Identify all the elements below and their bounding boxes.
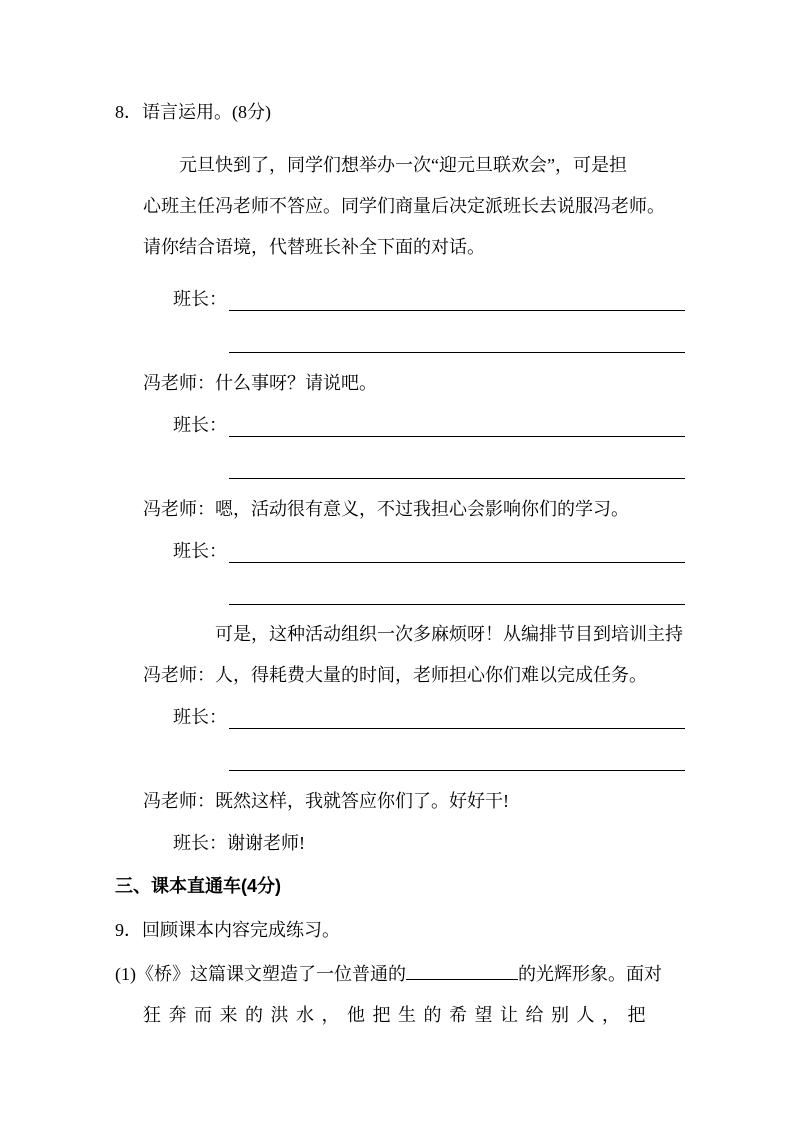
dialog-teacher-row <box>143 362 685 404</box>
teacher-speech: 可是，这种活动组织一次多麻烦呀！从编排节目到培训主持人，得耗费大量的时间，老师担心你们难以完成任务。 <box>215 624 683 685</box>
intro-line: 元旦快到了，同学们想举办一次“迎元旦联欢会”，可是担 <box>179 155 627 175</box>
answer-blank[interactable] <box>229 310 685 311</box>
dialog-monitor-row <box>173 530 685 572</box>
teacher-speech: 既然这样，我就答应你们了。好好干! <box>215 791 509 811</box>
dialog-monitor-row <box>173 696 685 738</box>
question8-heading: 8．语言运用。(8分) <box>115 102 271 122</box>
dialog-section <box>115 278 685 864</box>
dialog-monitor-row <box>173 822 685 864</box>
dialog-blank-continuation <box>227 572 685 614</box>
item1-first-line <box>115 954 685 995</box>
answer-blank[interactable] <box>229 604 685 605</box>
teacher-speech: 嗯，活动很有意义，不过我担心会影响你们的学习。 <box>215 499 629 519</box>
speaker-label: 冯老师： <box>143 665 215 685</box>
answer-blank[interactable] <box>229 562 685 563</box>
speaker-label: 班长： <box>173 707 227 727</box>
question8-intro <box>143 145 685 268</box>
answer-blank[interactable] <box>229 770 685 771</box>
section3-heading: 三、课本直通车(4分) <box>115 876 281 896</box>
teacher-speech: 什么事呀？请说吧。 <box>215 373 377 393</box>
fill-in-blank[interactable] <box>406 963 518 980</box>
question9-item1 <box>115 954 685 1036</box>
item1-prefix: (1)《桥》这篇课文塑造了一位普通的 <box>115 964 406 984</box>
speaker-label: 班长： <box>173 415 227 435</box>
answer-blank[interactable] <box>229 352 685 353</box>
dialog-teacher-row <box>143 614 685 696</box>
answer-blank[interactable] <box>229 728 685 729</box>
speaker-label: 冯老师： <box>143 499 215 519</box>
dialog-blank-continuation <box>227 320 685 362</box>
item1-second-line: 狂奔而来的洪水，他把生的希望让给别人，把 <box>143 1005 653 1025</box>
answer-blank[interactable] <box>229 436 685 437</box>
dialog-monitor-row <box>173 404 685 446</box>
speaker-label: 班长： <box>173 541 227 561</box>
answer-blank[interactable] <box>229 478 685 479</box>
dialog-teacher-row <box>143 780 685 822</box>
intro-line: 请你结合语境，代替班长补全下面的对话。 <box>143 237 485 257</box>
dialog-monitor-row <box>173 278 685 320</box>
monitor-speech: 谢谢老师! <box>227 833 305 853</box>
dialog-blank-continuation <box>227 446 685 488</box>
dialog-teacher-row <box>143 488 685 530</box>
intro-line: 心班主任冯老师不答应。同学们商量后决定派班长去说服冯老师。 <box>143 196 665 216</box>
speaker-label: 冯老师： <box>143 373 215 393</box>
speaker-label: 冯老师： <box>143 791 215 811</box>
speaker-label: 班长： <box>173 833 227 853</box>
item1-suffix: 的光辉形象。面对 <box>518 964 662 984</box>
question9-heading: 9．回顾课本内容完成练习。 <box>115 920 340 940</box>
speaker-label: 班长： <box>173 289 227 309</box>
dialog-blank-continuation <box>227 738 685 780</box>
